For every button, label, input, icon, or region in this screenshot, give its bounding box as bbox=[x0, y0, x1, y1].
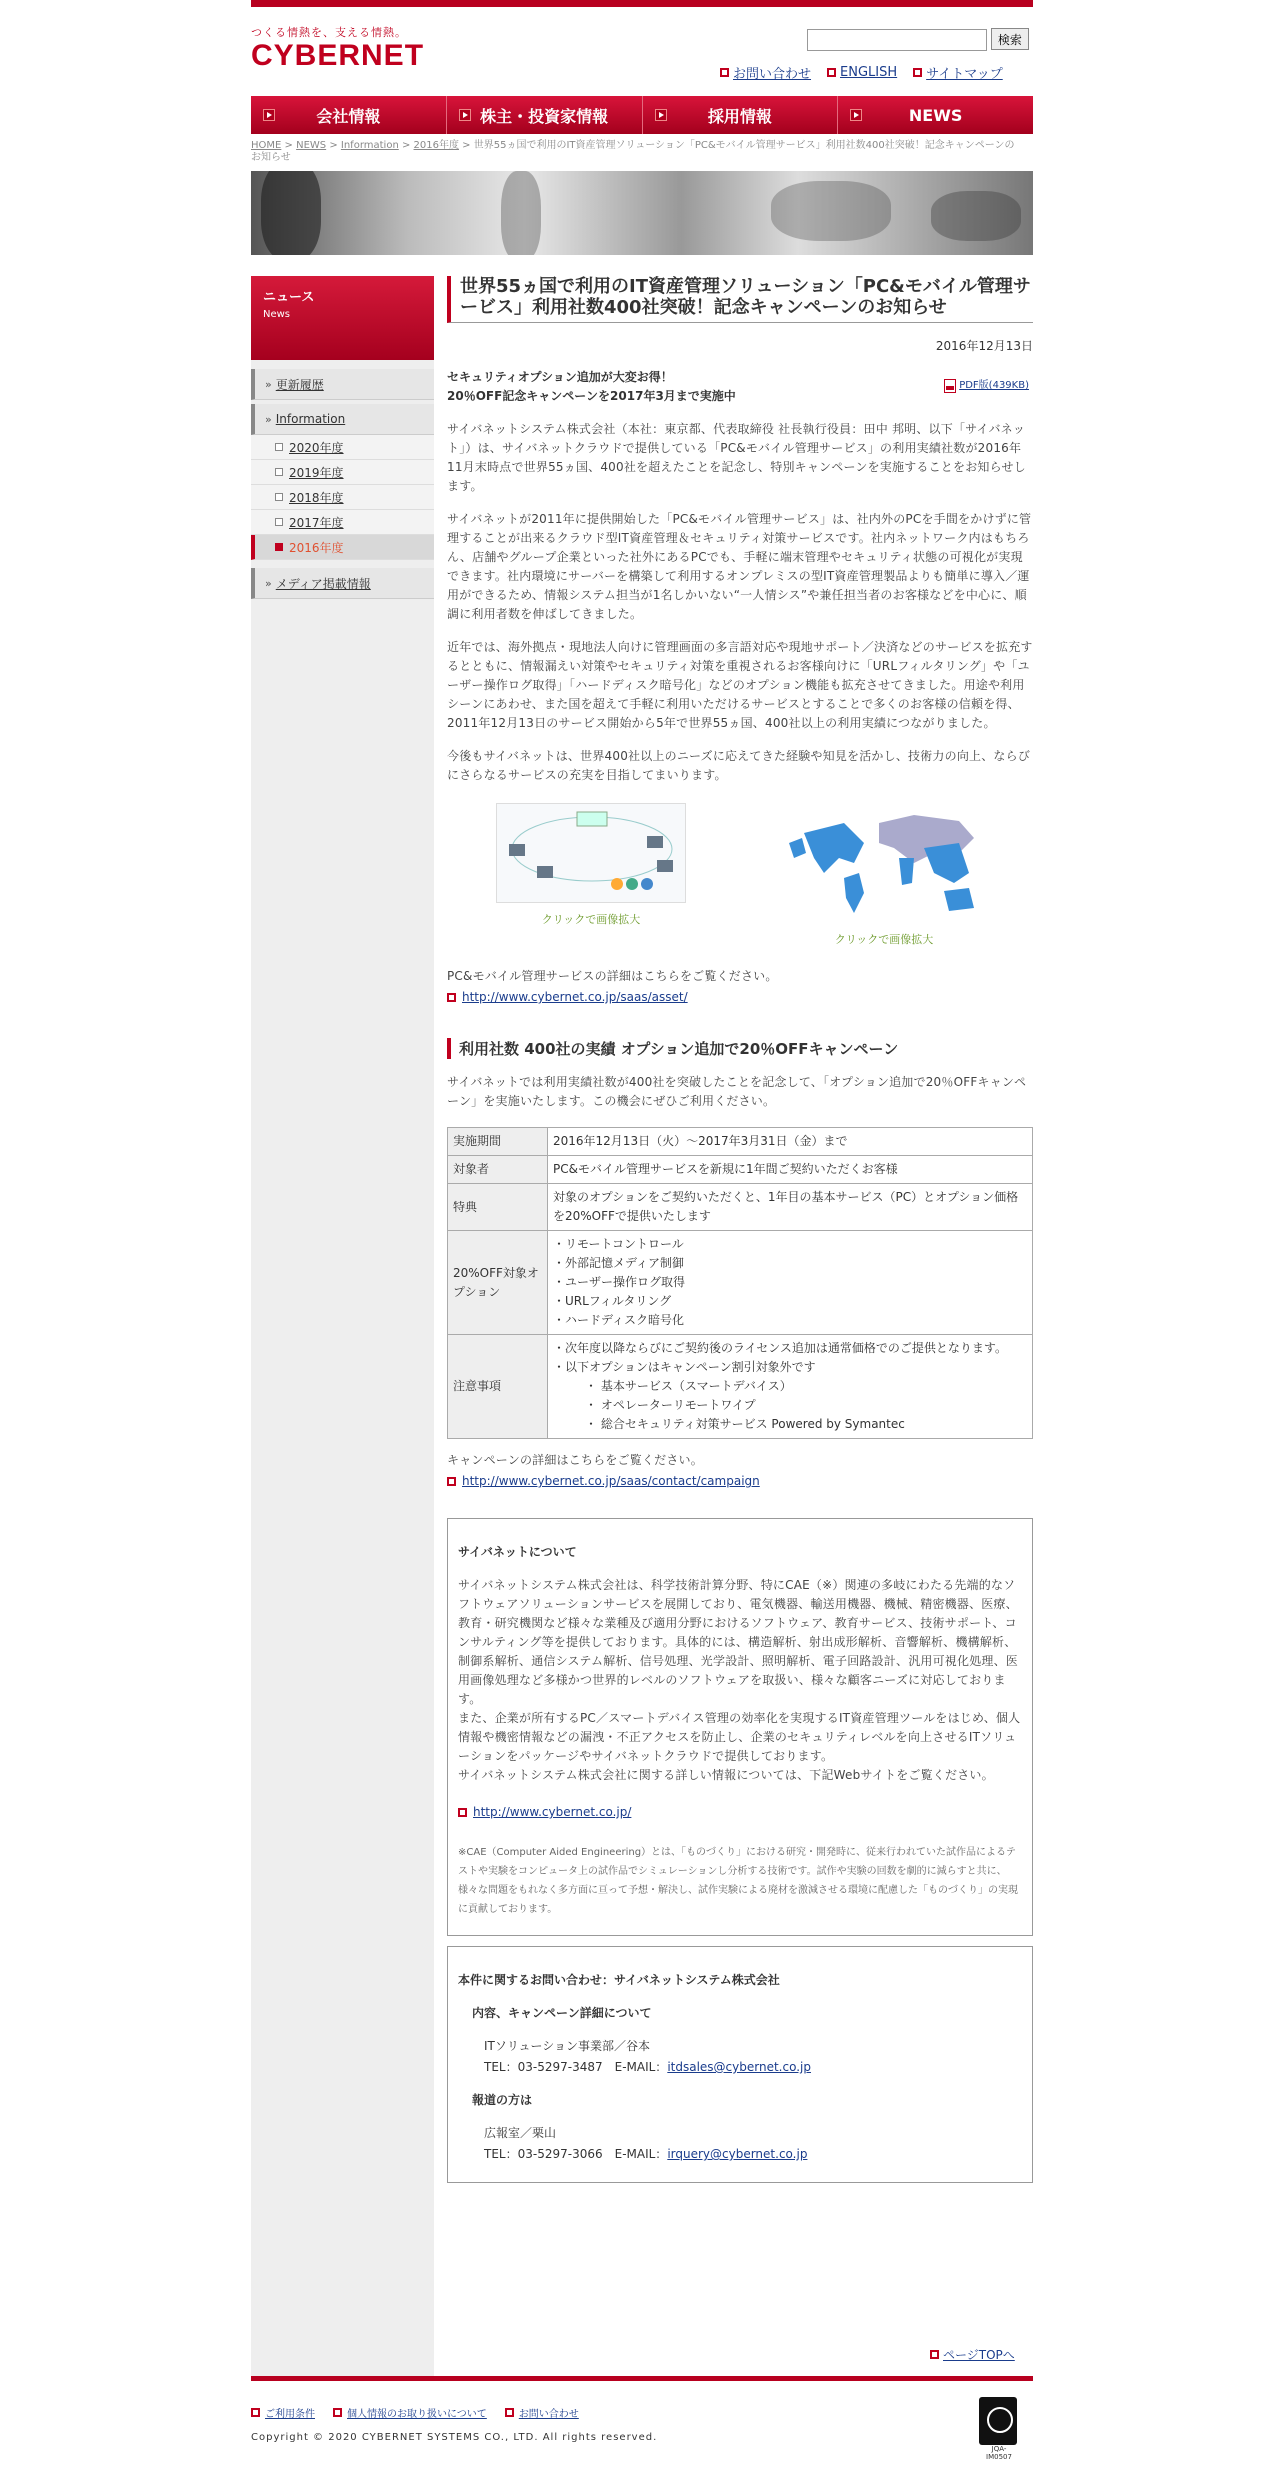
figure-caption[interactable]: クリックで画像拡大 bbox=[834, 933, 934, 946]
paragraph: 今後もサイバネットは、世界400社以上のニーズに応えてきた経験や知見を活かし、技術力の向上、ならびにさらなるサービスの充実を目指してまいります。 bbox=[447, 749, 1031, 782]
logo-tagline: つくる情熱を、支える情熱。 bbox=[251, 26, 407, 39]
double-chevron-icon: » bbox=[265, 412, 272, 426]
iso-certification-icon bbox=[979, 2397, 1017, 2445]
company-logo[interactable] bbox=[251, 24, 424, 72]
sidebar-year-2018[interactable]: 2018年度 bbox=[251, 485, 434, 510]
square-bullet-icon bbox=[275, 443, 283, 451]
campaign-link[interactable]: http://www.cybernet.co.jp/saas/contact/campaign bbox=[447, 1474, 1033, 1488]
detail-link[interactable]: http://www.cybernet.co.jp/saas/asset/ bbox=[447, 990, 1033, 1004]
contact-link[interactable]: お問い合わせ bbox=[720, 63, 811, 82]
table-row: 対象者 PC&モバイル管理サービスを新規に1年間ご契約いただくお客様 bbox=[448, 1156, 1033, 1184]
english-link[interactable]: ENGLISH bbox=[827, 63, 897, 82]
double-chevron-icon: » bbox=[265, 377, 272, 391]
sidebar-year-2020[interactable]: 2020年度 bbox=[251, 435, 434, 460]
email-link[interactable]: itdsales@cybernet.co.jp bbox=[667, 2060, 811, 2074]
about-title: サイバネットについて bbox=[458, 1545, 577, 1559]
table-row: 実施期間 2016年12月13日（火）～2017年3月31日（金）まで bbox=[448, 1128, 1033, 1156]
sidebar-year-2016[interactable]: 2016年度 bbox=[251, 535, 434, 560]
sitemap-link[interactable]: サイトマップ bbox=[913, 63, 1003, 82]
nav-recruit[interactable]: 採用情報 bbox=[643, 96, 839, 134]
footer-contact-link[interactable]: お問い合わせ bbox=[505, 2405, 579, 2420]
arrow-icon bbox=[655, 109, 667, 121]
crumb-current: 世界55ヵ国で利用のIT資産管理ソリューション「PC&モバイル管理サービス」利用社数400社突破！記念キャンペーンのお知らせ bbox=[251, 140, 1015, 163]
search-form bbox=[807, 28, 1029, 51]
bullet-icon bbox=[913, 68, 922, 77]
top-accent-bar bbox=[251, 0, 1033, 7]
campaign-table bbox=[447, 1127, 1033, 1439]
square-bullet-icon bbox=[275, 468, 283, 476]
page-title: 世界55ヵ国で利用のIT資産管理ソリューション「PC&モバイル管理サービス」利用社数400社突破！記念キャンペーンのお知らせ bbox=[447, 276, 1033, 323]
crumb-year[interactable]: 2016年度 bbox=[413, 140, 459, 151]
pdf-icon bbox=[944, 379, 956, 393]
nav-ir[interactable]: 株主・投資家情報 bbox=[447, 96, 643, 134]
sidebar-item-information[interactable]: » Information bbox=[251, 404, 434, 435]
crumb-news[interactable]: NEWS bbox=[296, 140, 327, 151]
section-heading: 利用社数 400社の実績 オプション追加で20％OFFキャンペーン bbox=[447, 1038, 1033, 1059]
sidebar-year-2017[interactable]: 2017年度 bbox=[251, 510, 434, 535]
about-box: サイバネットについて サイバネットシステム株式会社は、科学技術計算分野、特にCAE（※）関連の多岐にわたる先端的なソフトウェアソリューションサービスを展開しており、電気機器、輸送用機器、機械、精密機器、医療、教育・研究機関など様々な業種及び適用分野におけるソフトウェア、教育サービス、技術サポート、コンサルティング等を提供しております。具体的には、構造解析、射出成形解析、音響解析、機構解析、制御系解析、通信システム解析、信号処理、光学設計、照明解析、電子回路設計、汎用可視化処理、医用画像処理など多様かつ世界的レベルのソフトウェアを取扱い、様々な顧客ニーズに対応しております。 また、企業が所有するPC／スマートデバイス管理の効率化を実現するIT資産管理ツールをはじめ、個人情報や機密情報などの漏洩・不正アクセスを防止し、企業のセキュリティレベルを向上させるITソリューションをパッケージやサイバネットクラウドで提供しております。 サイバネットシステム株式会社に関する詳しい情報については、下記Webサイトをご覧ください。 http://www.cybernet.co.jp/ ※CAE（Computer Aided Engineering）とは、「ものづくり」における研究・開発時に、従来行われていた試作品によるテストや実験をコンピュータ上の試作品でシミュレーションし分析する技術です。試作や実験の回数を劇的に減らすと共に、様々な問題をもれなく多方面に亘って予想・解決し、試作実験による廃材を激減させる環境に配慮した「ものづくり」の実現に貢献しております。 bbox=[447, 1518, 1033, 1936]
sidebar-header: ニュース News bbox=[251, 276, 434, 360]
square-bullet-icon bbox=[275, 543, 283, 551]
footer-accent-bar bbox=[251, 2376, 1033, 2381]
square-bullet-icon bbox=[275, 493, 283, 501]
breadcrumb: HOME > NEWS > Information > 2016年度 > 世界55ヵ国で利用のIT資産管理ソリューション「PC&モバイル管理サービス」利用社数400社突破！記念キャンペーンのお知らせ bbox=[251, 140, 1015, 163]
cae-note: ※CAE（Computer Aided Engineering）とは、「ものづくり」における研究・開発時に、従来行われていた試作品によるテストや実験をコンピュータ上の試作品でシミュレーションし分析する技術です。試作や実験の回数を劇的に減らすと共に、様々な問題をもれなく多方面に亘って予想・解決し、試作実験による廃材を激減させる環境に配慮した「ものづくり」の実現に貢献しております。 bbox=[458, 1847, 1018, 1915]
pdf-link[interactable]: PDF版(439KB) bbox=[944, 376, 1029, 395]
square-bullet-icon bbox=[275, 518, 283, 526]
certification-badge: JQA-IM0507 bbox=[979, 2397, 1019, 2459]
bullet-icon bbox=[720, 68, 729, 77]
double-chevron-icon: » bbox=[265, 576, 272, 590]
bullet-icon bbox=[447, 993, 456, 1002]
network-diagram-icon bbox=[497, 804, 687, 904]
logo-wordmark: CYBERNET bbox=[251, 39, 425, 72]
sidebar-year-2019[interactable]: 2019年度 bbox=[251, 460, 434, 485]
paragraph: サイバネットシステム株式会社（本社：東京都、代表取締役 社長執行役員：田中 邦明、以下「サイバネット」）は、サイバネットクラウドで提供している「PC&モバイル管理サービス」の利用実績社数が2016年11月末時点で世界55ヵ国、400社を超えたことを記念し、特別キャンペーンを実施することをお知らせします。 bbox=[447, 422, 1026, 493]
sidebar-item-history[interactable]: » 更新履歴 bbox=[251, 369, 434, 400]
email-link[interactable]: irquery@cybernet.co.jp bbox=[667, 2147, 808, 2161]
global-nav bbox=[251, 96, 1033, 134]
figure-caption[interactable]: クリックで画像拡大 bbox=[541, 913, 641, 926]
main-content bbox=[447, 276, 1033, 2183]
footer-links bbox=[251, 2405, 579, 2420]
search-button[interactable]: 検索 bbox=[991, 28, 1029, 50]
world-map-image[interactable] bbox=[784, 803, 984, 923]
arrow-icon bbox=[850, 109, 862, 121]
arrow-icon bbox=[459, 109, 471, 121]
publish-date: 2016年12月13日 bbox=[935, 339, 1033, 353]
bullet-icon bbox=[333, 2408, 342, 2417]
figure-row bbox=[447, 803, 1033, 953]
company-site-link[interactable]: http://www.cybernet.co.jp/ bbox=[458, 1805, 1022, 1819]
search-input[interactable] bbox=[807, 29, 987, 51]
copyright: Copyright © 2020 CYBERNET SYSTEMS CO., LTD. All rights reserved. bbox=[251, 2432, 658, 2443]
table-row: 20%OFF対象オプション ・リモートコントロール ・外部記憶メディア制御 ・ユーザー操作ログ取得 ・URLフィルタリング ・ハードディスク暗号化 bbox=[448, 1231, 1033, 1335]
paragraph: サイバネットでは利用実績社数が400社を突破したことを記念して、「オプション追加で20％OFFキャンペーン」を実施いたします。この機会にぜひご利用ください。 bbox=[447, 1075, 1027, 1108]
footer-privacy-link[interactable]: 個人情報のお取り扱いについて bbox=[333, 2405, 487, 2420]
arrow-icon bbox=[263, 109, 275, 121]
service-diagram-image[interactable] bbox=[496, 803, 686, 903]
header-banner-image bbox=[251, 171, 1033, 255]
table-row: 特典 対象のオプションをご契約いただくと、1年目の基本サービス（PC）とオプション価格を20%OFFで提供いたします bbox=[448, 1184, 1033, 1231]
bullet-icon bbox=[458, 1808, 467, 1817]
bullet-icon bbox=[827, 68, 836, 77]
bullet-icon bbox=[930, 2350, 939, 2359]
paragraph: 近年では、海外拠点・現地法人向けに管理画面の多言語対応や現地サポート／決済などのサービスを拡充するとともに、情報漏えい対策やセキュリティ対策を重視されるお客様向けに「URLフィルタリング」や「ユーザー操作ログ取得」「ハードディスク暗号化」などのオプション機能も拡充させてきました。用途や利用シーンにあわせ、また国を超えて手軽に利用いただけるサービスとすることで多くのお客様の信頼を得、2011年12月13日のサービス開始から5年で世界55ヵ国、400社以上の利用実績につながりました。 bbox=[447, 640, 1033, 730]
bullet-icon bbox=[505, 2408, 514, 2417]
page-top-link[interactable]: ページTOPへ bbox=[930, 2346, 1015, 2363]
service-diagram-figure[interactable] bbox=[496, 803, 686, 953]
crumb-home[interactable]: HOME bbox=[251, 140, 282, 151]
sidebar-item-media[interactable]: » メディア掲載情報 bbox=[251, 568, 434, 599]
world-map-icon bbox=[784, 803, 984, 923]
campaign-text: キャンペーンの詳細はこちらをご覧ください。 bbox=[447, 1453, 703, 1467]
nav-news[interactable]: NEWS bbox=[838, 96, 1033, 134]
utility-links bbox=[720, 63, 1003, 82]
table-row: 注意事項 ・次年度以降ならびにご契約後のライセンス追加は通常価格でのご提供となります。 ・以下オプションはキャンペーン割引対象外です ・ 基本サービス（スマートデバイス） ・ オペレーターリモートワイプ ・ 総合セキュリティ対策サービス Powered by Symantec bbox=[448, 1335, 1033, 1439]
nav-company[interactable]: 会社情報 bbox=[251, 96, 447, 134]
world-map-figure[interactable] bbox=[784, 803, 984, 953]
lead-text: セキュリティオプション追加が大変お得！ 20％OFF記念キャンペーンを2017年3月まで実施中 PDF版(439KB) bbox=[447, 370, 1029, 403]
detail-text: PC&モバイル管理サービスの詳細はこちらをご覧ください。 bbox=[447, 969, 778, 983]
crumb-info[interactable]: Information bbox=[340, 140, 399, 151]
contact-title: 本件に関するお問い合わせ：サイバネットシステム株式会社 bbox=[458, 1973, 780, 1987]
bullet-icon bbox=[251, 2408, 260, 2417]
sidebar bbox=[251, 276, 434, 2376]
contact-box: 本件に関するお問い合わせ：サイバネットシステム株式会社 内容、キャンペーン詳細について ITソリューション事業部／谷本 TEL：03-5297-3487 E-MAIL：itdsales@cybernet.co.jp 報道の方は 広報室／栗山 TEL：03-5297-3066 E-MAIL：irquery@cybernet.co.jp bbox=[447, 1946, 1033, 2183]
bullet-icon bbox=[447, 1477, 456, 1486]
paragraph: サイバネットが2011年に提供開始した「PC&モバイル管理サービス」は、社内外のPCを手間をかけずに管理することが出来るクラウド型IT資産管理＆セキュリティ対策サービスです。社内ネットワーク内はもちろん、店舗やグループ企業といった社外にあるPCでも、手軽に端末管理やセキュリティ状態の可視化が実現できます。社内環境にサーバーを構築して利用するオンプレミスの型IT資産管理製品よりも簡単に導入／運用ができるため、情報システム担当が1名しかいない“一人情シス”や兼任担当者のお客様などを中心に、順調に利用者数を伸ばしてきました。 bbox=[447, 512, 1032, 621]
footer-terms-link[interactable]: ご利用条件 bbox=[251, 2405, 315, 2420]
